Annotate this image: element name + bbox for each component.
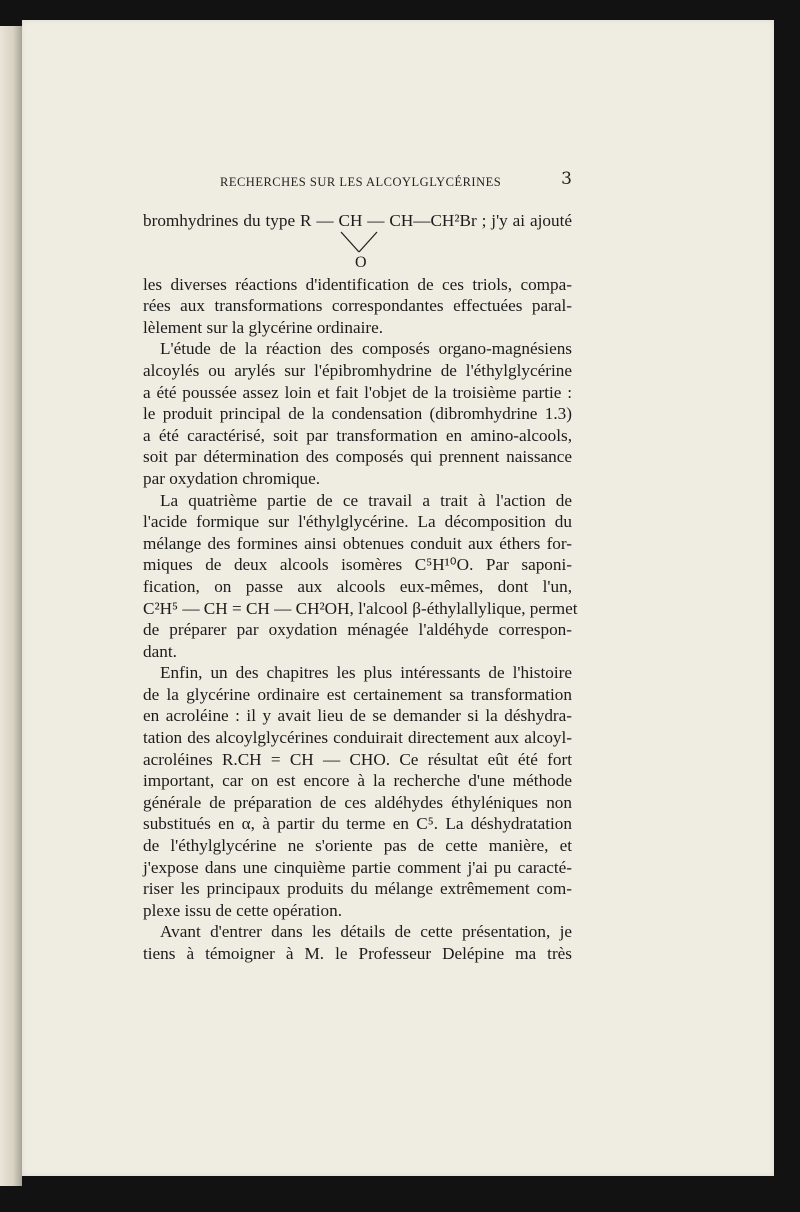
text-line: plexe issu de cette opération. [143, 900, 343, 920]
text-line: de la glycérine ordinaire est certainement sa transformation [143, 684, 572, 704]
previous-page-edge [0, 26, 22, 1186]
text-line: soit par détermination des composés qui prennent naissance [143, 447, 572, 467]
text-line: bromhydrines du type R — CH — CH—CH²Br ; j'y ai ajouté [143, 211, 572, 230]
text-line: tation des alcoylglycérines conduirait directement aux alcoyl- [143, 728, 572, 748]
text-line: l'acide formique sur l'éthylglycérine. La décomposition du [143, 512, 572, 532]
text-line: acroléines R.CH = CH — CHO. Ce résultat eût été fort [143, 749, 572, 769]
text-line: riser les principaux produits du mélange extrêmement com- [143, 879, 572, 899]
text-line: lèlement sur la glycérine ordinaire. [143, 317, 384, 337]
page-header [220, 169, 572, 193]
text-line: fication, on passe aux alcools eux-mêmes, dont l'un, [143, 576, 572, 596]
text-line: mélange des formines ainsi obtenues conduit aux éthers for- [143, 533, 572, 553]
text-line: de préparer par oxydation ménagée l'aldéhyde correspon- [143, 620, 572, 640]
epoxide-formula [143, 232, 572, 274]
text-line: dant. [143, 641, 177, 661]
text-line: Enfin, un des chapitres les plus intéressants de l'histoire [160, 663, 572, 683]
page-number: 3 [561, 169, 572, 189]
text-line: tiens à témoigner à M. le Professeur Delépine ma très [143, 944, 572, 963]
text-line: par oxydation chromique. [143, 468, 321, 488]
text-line: en acroléine : il y avait lieu de se demander si la déshydra- [143, 706, 572, 726]
text-line: de l'éthylglycérine ne s'oriente pas de cette manière, et [143, 836, 572, 856]
oxygen-atom: O [355, 253, 367, 271]
text-line: a été poussée assez loin et fait l'objet de la troisième partie : [143, 382, 572, 402]
text-line: rées aux transformations correspondantes effectuées paral- [143, 296, 572, 316]
running-head: RECHERCHES SUR LES ALCOYLGLYCÉRINES [220, 175, 502, 189]
text-line: La quatrième partie de ce travail a trait à l'action de [160, 490, 572, 510]
text-line: a été caractérisé, soit par transformation en amino-alcools, [143, 425, 572, 445]
text-line: le produit principal de la condensation (dibromhydrine 1.3) [143, 404, 572, 424]
text-line: Avant d'entrer dans les détails de cette présentation, je [160, 922, 572, 942]
text-line: substitués en α, à partir du terme en C⁵. La déshydratation [143, 814, 572, 834]
text-line: générale de préparation de ces aldéhydes éthyléniques non [143, 792, 572, 812]
text-line: L'étude de la réaction des composés organo-magnésiens [160, 339, 572, 359]
text-line: alcoylés ou arylés sur l'épibromhydrine de l'éthylglycérine [143, 360, 572, 380]
text-line: les diverses réactions d'identification de ces triols, compa- [143, 274, 572, 294]
text-line: miques de deux alcools isomères C⁵H¹⁰O. Par saponi- [143, 555, 572, 575]
body-text [143, 210, 578, 965]
text-line: j'expose dans une cinquième partie comment j'ai pu caracté- [143, 857, 572, 877]
text-line: important, car on est encore à la recherche d'une méthode [143, 771, 572, 791]
text-line: C²H⁵ — CH = CH — CH²OH, l'alcool β-éthylallylique, permet [143, 598, 578, 618]
